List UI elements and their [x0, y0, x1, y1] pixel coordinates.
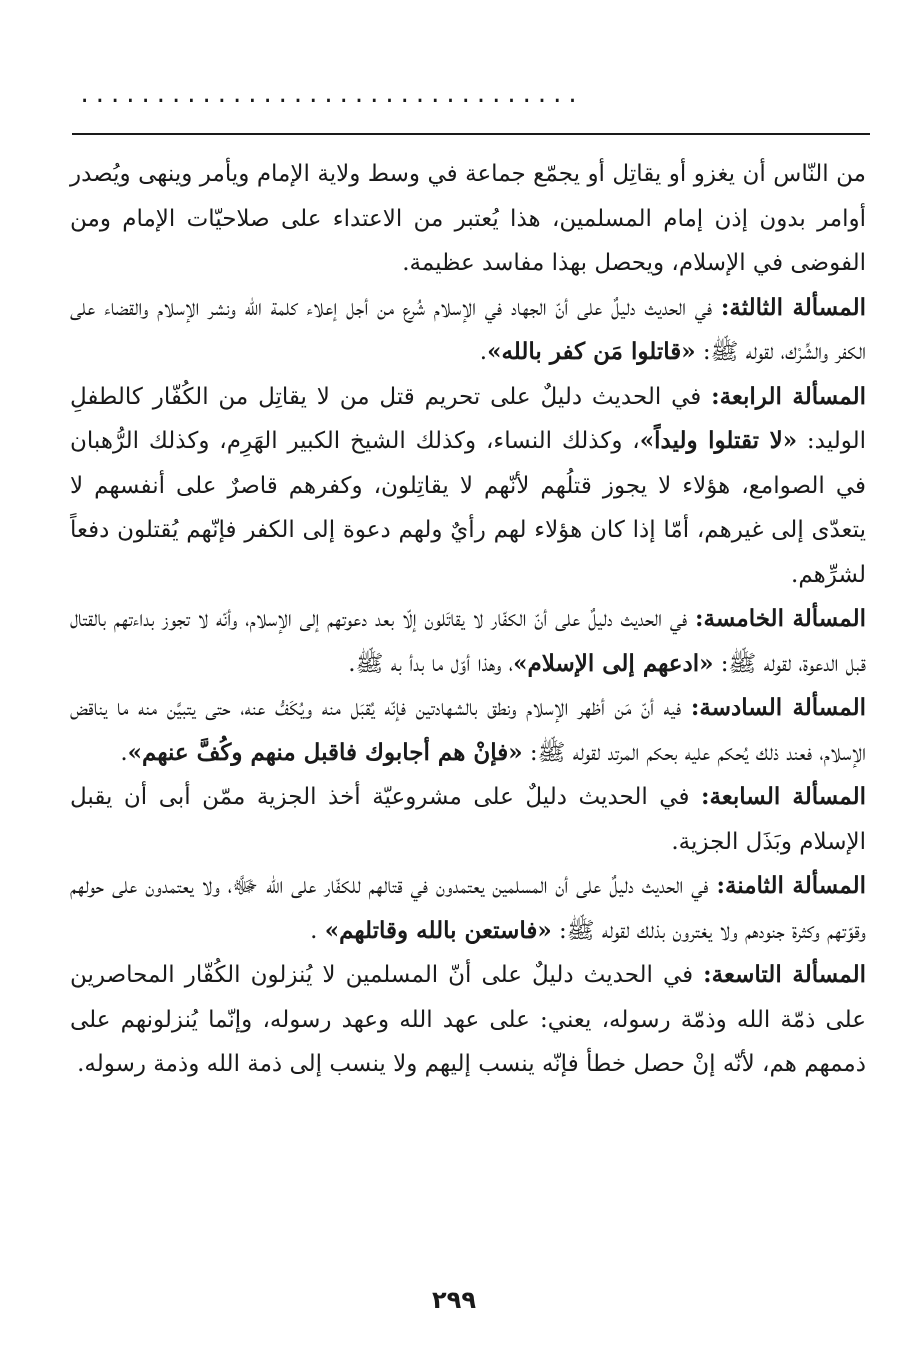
paragraph-heading: المسألة السابعة: — [700, 783, 866, 810]
paragraph-text: في الحديث دليلٌ على أنّ الجهاد في الإسلام شُرع من أجل إعلاء كلمة الله ونشر الإسلام والقضاء على الكفر والشِّرْك، لقوله ﷺ: — [70, 294, 866, 365]
paragraph-text: من النّاس أن يغزو أو يقاتِل أو يجمّع جماعة في وسط ولاية الإمام ويأمر وينهى ويُصدر أوامر بدون إذن إمام المسلمين، هذا يُعتبر من الاعتداء على صلاحيّات الإمام ومن الفوضى في الإسلام، ويحصل بهذا مفاسد عظيمة. — [70, 161, 866, 276]
paragraph-tail: . — [310, 917, 325, 944]
hadith-quote: «ادعهم إلى الإسلام» — [513, 649, 714, 677]
paragraph-text: في الحديث دليلٌ على تحريم قتل من لا يقاتِل من الكُفّار كالطفلِ الوليد: — [70, 383, 866, 454]
paragraph-issue-seventh — [70, 775, 866, 864]
paragraph-text: في الحديث دليلٌ على أنّ الكفّار لا يقاتَلون إلّا بعد دعوتهم إلى الإسلام، وأنّه لا تجوز بداءتهم بالقتال قبل الدعوة، لقوله ﷺ: — [70, 606, 866, 677]
header-rule — [72, 133, 870, 135]
hadith-quote: «لا تقتلوا وليداً» — [639, 427, 798, 454]
paragraph-heading: المسألة الرابعة: — [711, 382, 866, 410]
paragraph-tail: . — [120, 739, 128, 766]
paragraph-tail: . — [479, 339, 488, 365]
paragraph-heading: المسألة التاسعة: — [703, 961, 866, 988]
paragraph-text: فيه أنّ مَن أظهر الإسلام ونطق بالشهادتين فإنّه يُقبَل منه ويُكَفُّ عنه، حتى يتبيَّن منه ما يناقض الإسلام، فعند ذلك يُحكم عليه بحكم المرتد لقوله ﷺ: — [70, 695, 866, 766]
paragraph-heading: المسألة السادسة: — [690, 694, 866, 721]
body-text — [70, 152, 866, 1087]
paragraph-heading: المسألة الثامنة: — [716, 872, 866, 899]
paragraph-text: في الحديث دليلٌ على مشروعيّة أخذ الجزية ممّن أبى أن يقبل الإسلام وبَذَل الجزية. — [70, 784, 866, 855]
paragraph-issue-sixth — [70, 686, 866, 775]
hadith-quote: «فاستعن بالله وقاتلهم» — [324, 916, 552, 944]
paragraph-issue-fifth — [70, 597, 866, 686]
paragraph-continuation — [70, 152, 866, 286]
paragraph-issue-third — [70, 286, 866, 375]
paragraph-issue-eighth — [70, 864, 866, 953]
hadith-quote: «فإنْ هم أجابوك فاقبل منهم وكُفَّ عنهم» — [127, 738, 523, 766]
page-number: ٢٩٩ — [432, 1286, 476, 1314]
paragraph-issue-fourth — [70, 375, 866, 598]
paragraph-heading: المسألة الثالثة: — [720, 293, 866, 321]
hadith-quote: «قاتلوا مَن كفر بالله» — [487, 338, 696, 365]
paragraph-issue-ninth — [70, 953, 866, 1087]
paragraph-tail: ، وهذا أوّل ما بدأ به ﷺ. — [348, 650, 514, 677]
header-dotted-line: ................................. — [78, 84, 582, 108]
paragraph-heading: المسألة الخامسة: — [695, 605, 866, 632]
paragraph-tail: ، وكذلك النساء، وكذلك الشيخ الكبير الهَرِم، وكذلك الرُّهبان في الصوامع، هؤلاء لا يجوز قتلُهم لأنّهم لا يقاتِلون، وكفرهم قاصرٌ على أنفسهم لا يتعدّى إلى غيرهم، أمّا إذا كان هؤلاء لهم رأيٌ ولهم دعوة إلى الكفر فإنّهم يُقتلون دفعاً لشرِّهم. — [70, 428, 866, 588]
paragraph-text: في الحديث دليلٌ على أن المسلمين يعتمدون في قتالهم للكفّار على الله ﷻ، ولا يعتمدون على حولهم وقوّتهم وكثرة جنودهم ولا يغترون بذلك لقوله ﷺ: — [70, 873, 866, 944]
paragraph-text: في الحديث دليلٌ على أنّ المسلمين لا يُنزلون الكُفّار المحاصرين على ذمّة الله وذمّة رسوله، يعني: على عهد الله وعهد رسوله، وإنّما يُنزلونهم على ذممهم هم، لأنّه إنْ حصل خطأ فإنّه ينسب إليهم ولا ينسب إلى ذمة الله وذمة رسوله. — [70, 962, 866, 1077]
